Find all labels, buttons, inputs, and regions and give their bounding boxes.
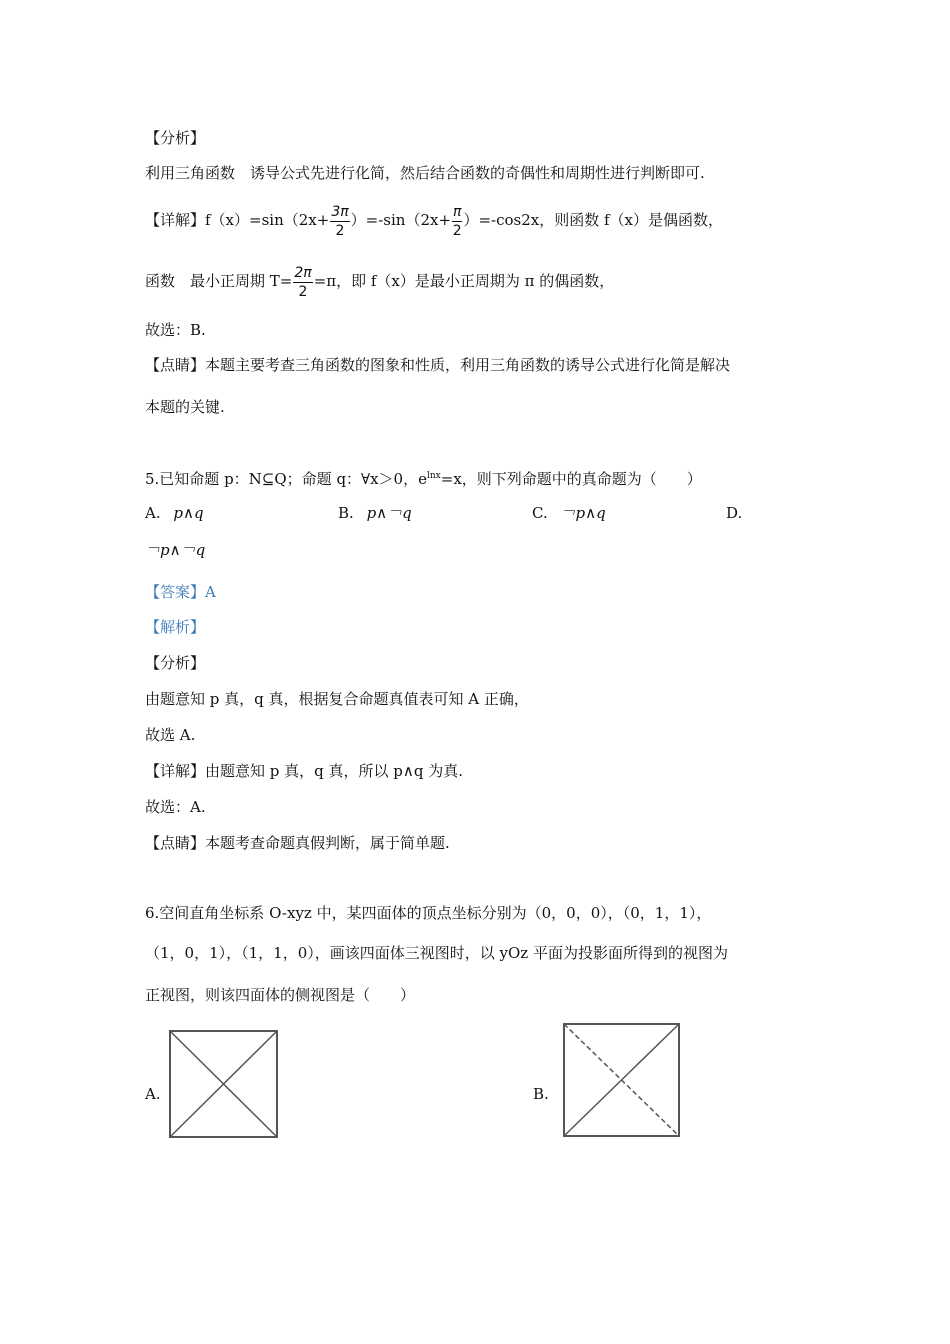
- q5-analysis-text: 由题意知 p 真，q 真，根据复合命题真值表可知 A 正确，: [145, 690, 529, 708]
- q5-detail: 【详解】由题意知 p 真，q 真，所以 p∧q 为真.: [145, 762, 463, 780]
- q5-analysis-heading: 【分析】: [145, 654, 206, 672]
- fraction-denominator: 2: [298, 283, 308, 300]
- fraction-pi-over-2: [452, 203, 462, 240]
- q6-line-1: 6.空间直角坐标系 O-xyz 中，某四面体的顶点坐标分别为（0，0，0），（0，1，1），: [145, 904, 712, 922]
- period-line: [145, 259, 614, 303]
- q5-stem-exponent: lnx: [426, 471, 441, 481]
- q5-option-d-expression: ￢p∧￢q: [145, 541, 206, 559]
- q6-option-b-label[interactable]: B.: [533, 1085, 549, 1103]
- fraction-2pi-over-2: [293, 264, 312, 301]
- detail-mid: ）=-sin（2x+: [350, 211, 452, 229]
- fraction-denominator: 2: [452, 222, 462, 239]
- q6-option-b-figure[interactable]: [562, 1022, 682, 1138]
- q6-line-3: 正视图，则该四面体的侧视图是（ ）: [145, 986, 416, 1004]
- q5-option-b[interactable]: [338, 503, 412, 523]
- fraction-3pi-over-2: [330, 203, 349, 240]
- q5-choose-b: 故选：A.: [145, 798, 206, 816]
- q5-stem-prefix: 5.已知命题 p：N⊆Q；命题 q：∀x＞0，e: [145, 470, 427, 488]
- comment-line-1: 【点睛】本题主要考查三角函数的图象和性质，利用三角函数的诱导公式进行化简是解决: [145, 356, 731, 374]
- period-suffix: =π，即 f（x）是最小正周期为 π 的偶函数，: [313, 272, 615, 290]
- q5-stem-suffix: =x，则下列命题中的真命题为（ ）: [440, 470, 702, 488]
- q6-line-2: （1，0，1），（1，1，0），画该四面体三视图时，以 yOz 平面为投影面所得到的视图为: [145, 944, 728, 962]
- choose-line: 故选：B.: [145, 321, 206, 339]
- analysis-heading: 【分析】: [145, 129, 206, 147]
- q5-choose-a: 故选 A.: [145, 726, 196, 744]
- q5-option-a[interactable]: [145, 503, 204, 523]
- comment-line-2: 本题的关键.: [145, 398, 225, 416]
- option-expression: ￢p∧q: [560, 504, 606, 522]
- period-prefix: 函数 最小正周期 T=: [145, 272, 293, 290]
- fraction-numerator: π: [453, 203, 462, 220]
- q6-option-a-label[interactable]: A.: [145, 1085, 161, 1103]
- q5-comment: 【点睛】本题考查命题真假判断，属于简单题.: [145, 834, 450, 852]
- option-label: D.: [726, 504, 743, 522]
- answer-tag: 【答案】A: [145, 583, 216, 601]
- analysis-text: 利用三角函数 诱导公式先进行化简，然后结合函数的奇偶性和周期性进行判断即可.: [145, 164, 705, 182]
- option-label: B.: [338, 504, 354, 522]
- detail-prefix: 【详解】f（x）=sin（2x+: [145, 211, 330, 229]
- option-label: A.: [145, 504, 161, 522]
- option-expression: p∧q: [173, 504, 204, 522]
- fraction-denominator: 2: [335, 222, 345, 239]
- detail-suffix: ）=-cos2x，则函数 f（x）是偶函数，: [463, 211, 724, 229]
- option-label: C.: [532, 504, 548, 522]
- detail-line: [145, 198, 723, 242]
- fraction-numerator: 3π: [331, 203, 349, 220]
- option-expression: p∧￢q: [366, 504, 412, 522]
- q5-stem: [145, 466, 702, 489]
- fraction-numerator: 2π: [294, 264, 312, 281]
- q5-option-d[interactable]: [726, 503, 742, 523]
- q5-option-c[interactable]: [532, 503, 606, 523]
- analysis-tag: 【解析】: [145, 618, 206, 636]
- q6-option-a-figure[interactable]: [168, 1029, 280, 1139]
